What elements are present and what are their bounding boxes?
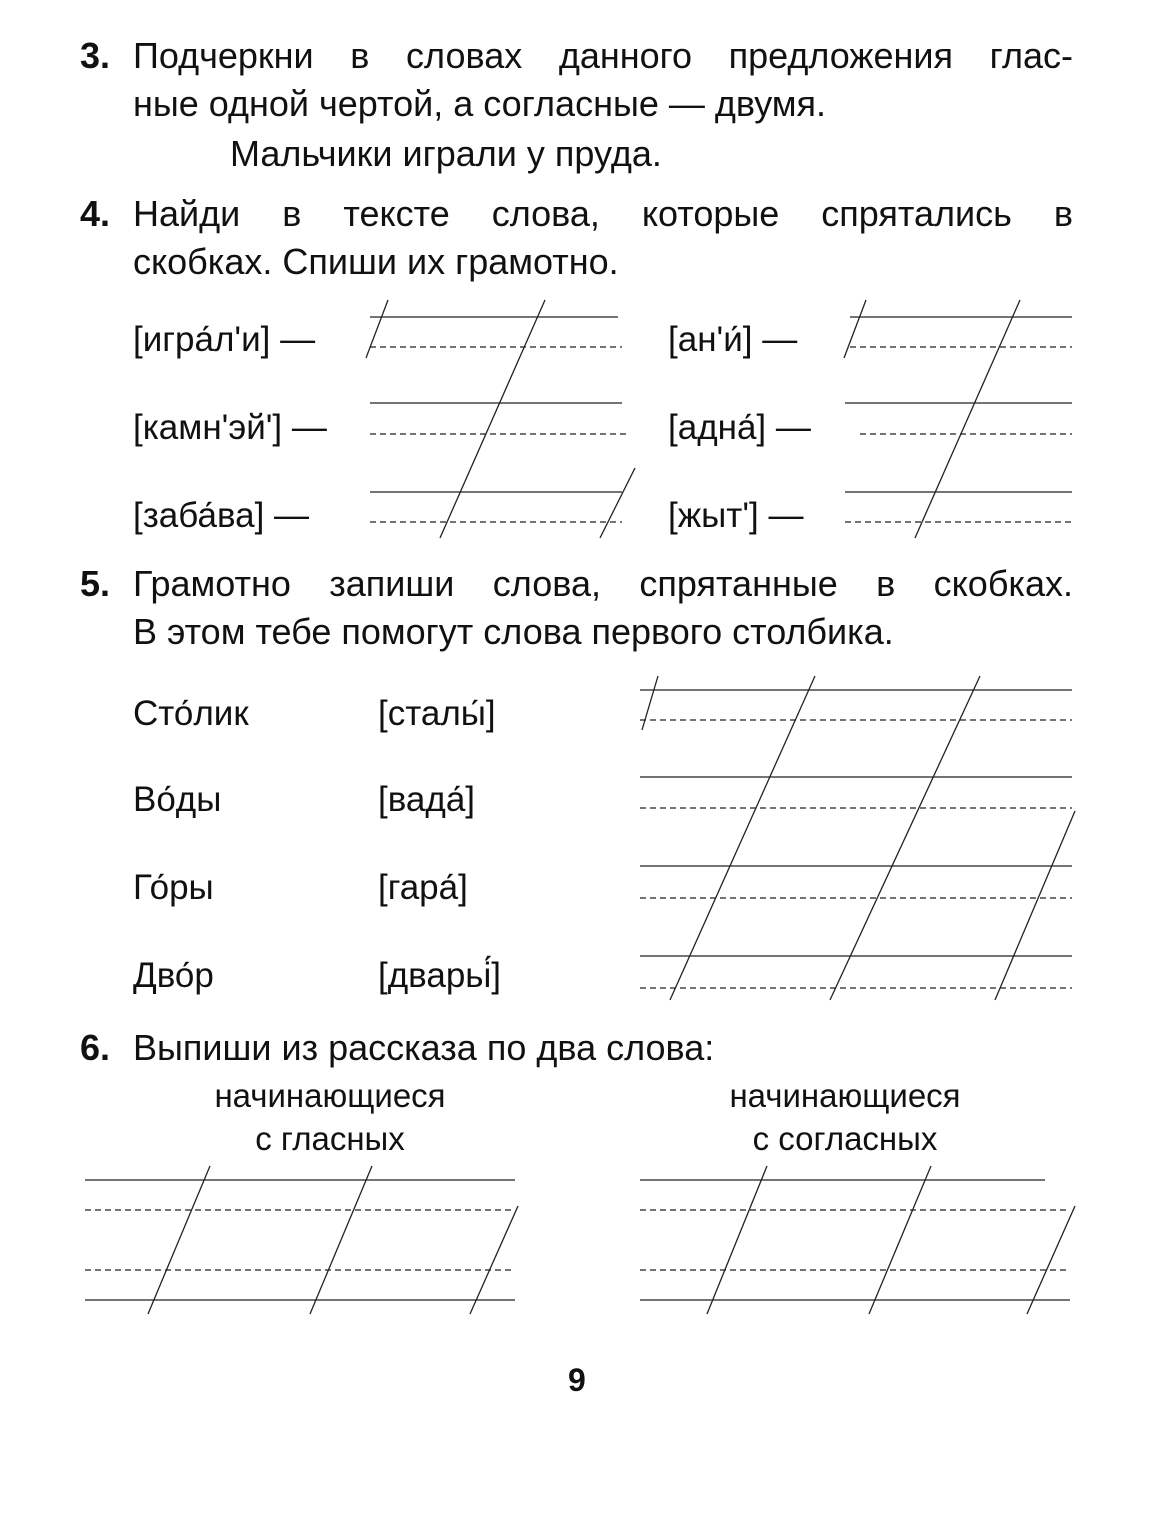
task-6-right-heading-line-2: с согласных (752, 1120, 938, 1157)
task-4-writing-lines-left[interactable] (360, 300, 630, 540)
page-number: 9 (568, 1362, 586, 1398)
task-3-number: 3. (80, 35, 111, 76)
task-4-instruction-line-1: Найди в тексте слова, которые спрятались в (133, 193, 1073, 234)
task-5-hint-word: Дво́р (133, 956, 214, 995)
task-4-item: [камн'эй'] — (133, 408, 327, 447)
task-4-item: [ан'и́] — (668, 320, 798, 359)
task-4-instruction-line-2: скобках. Спиши их грамотно. (133, 241, 619, 282)
task-6-left-heading-line-2: с гласных (255, 1120, 405, 1157)
task-3-instruction-line-2: ные одной чертой, а согласные — двумя. (133, 83, 827, 124)
task-5-hint-word: Во́ды (133, 780, 222, 819)
task-5-instruction-line-1: Грамотно запиши слова, спрятанные в скобках. (133, 563, 1073, 604)
task-6-left-heading-line-1: начинающиеся (214, 1077, 446, 1114)
task-5-hint-word: Сто́лик (133, 694, 249, 733)
task-5-transcription: [сталы́] (378, 694, 496, 733)
task-6-instruction: Выпиши из рассказа по два слова: (133, 1027, 715, 1068)
task-5-hint-word: Го́ры (133, 868, 214, 907)
task-5-instruction-line-2: В этом тебе помогут слова первого столбика. (133, 611, 894, 652)
task-5-transcription: [дварьі́] (378, 956, 502, 995)
task-3-sentence: Мальчики играли у пруда. (230, 133, 662, 174)
task-5-number: 5. (80, 563, 111, 604)
task-6-right-heading-line-1: начинающиеся (729, 1077, 961, 1114)
task-6-writing-lines-right[interactable] (635, 1166, 1085, 1316)
task-5-transcription: [вада́] (378, 780, 476, 819)
task-4-item: [игра́л'и] — (133, 320, 316, 359)
task-4-number: 4. (80, 193, 111, 234)
task-4-item: [жыт'] — (668, 496, 804, 535)
task-5-writing-lines[interactable] (630, 676, 1080, 1006)
task-6-writing-lines-left[interactable] (80, 1166, 530, 1316)
task-4-item: [заба́ва] — (133, 496, 310, 535)
task-5-transcription: [гара́] (378, 868, 468, 907)
task-4-writing-lines-right[interactable] (840, 300, 1080, 540)
task-3-instruction-line-1: Подчеркни в словах данного предложения глас- (133, 35, 1073, 76)
task-4-item: [адна́] — (668, 408, 811, 447)
task-6-number: 6. (80, 1027, 111, 1068)
